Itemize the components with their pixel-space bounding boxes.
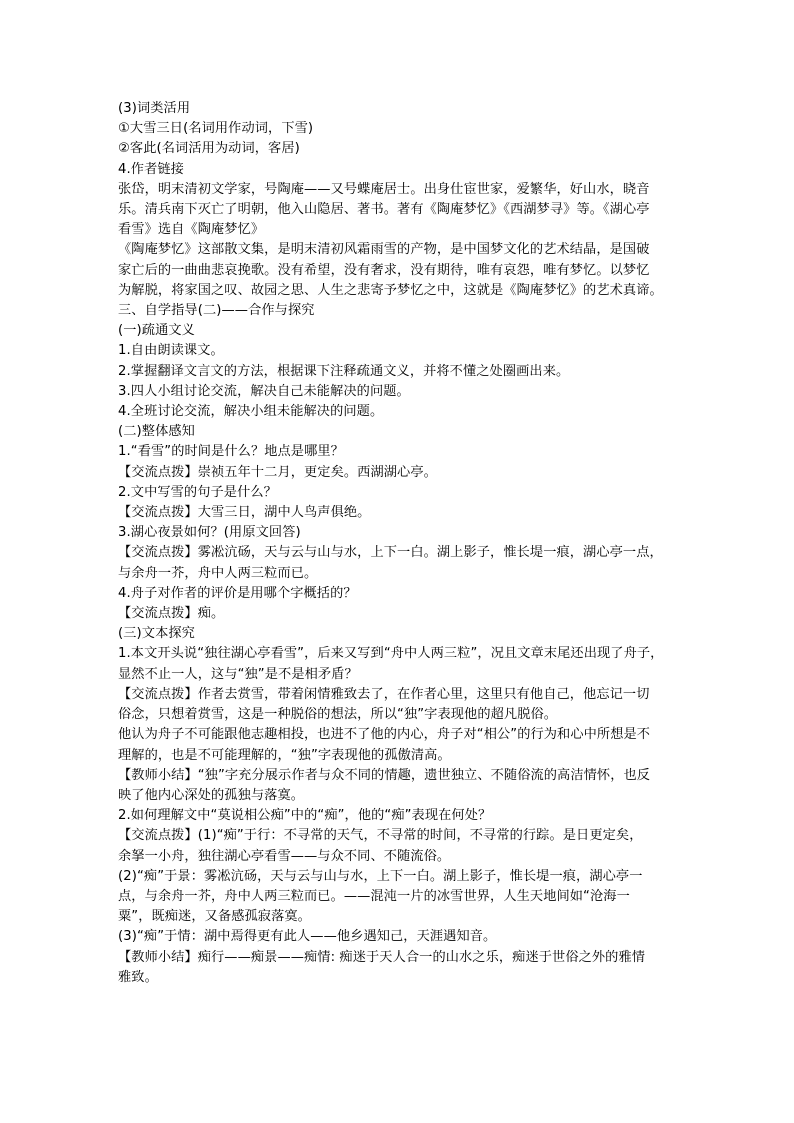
subsection-heading: (一)疏通文义 (118, 323, 195, 339)
answer-line: 与余舟一芥，舟中人两三粒而已。 (118, 565, 318, 581)
text-line: 乐。清兵南下灭亡了明朝，他入山隐居、著书。著有《陶庵梦忆》《西湖梦寻》等。《湖心亭 (118, 202, 650, 218)
text-line: ②客此(名词活用为动词，客居) (118, 141, 300, 157)
question-line: 2.文中写雪的句子是什么？ (118, 484, 277, 500)
answer-line: 俗念，只想着赏雪，这是一种脱俗的想法，所以“独”字表现他的超凡脱俗。 (118, 707, 558, 723)
text-line: 3.四人小组讨论交流，解决自己未能解决的问题。 (118, 383, 410, 399)
text-line: 1.自由朗读课文。 (118, 343, 224, 359)
answer-line: 他认为舟子不可能跟他志趣相投，也进不了他的内心，舟子对“相公”的行为和心中所想是不 (118, 727, 651, 743)
text-line: 《陶庵梦忆》这部散文集，是明末清初风霜雨雪的产物，是中国梦文化的艺术结晶，是国破 (118, 242, 650, 258)
answer-line: 【交流点拨】大雪三日，湖中人鸟声俱绝。 (118, 505, 371, 521)
answer-line: (2)“痴”于景：雾凇沆砀，天与云与山与水，上下一白。湖上影子，惟长堤一痕，湖心亭一 (118, 868, 643, 884)
answer-line: 【交流点拨】作者去赏雪，带着闲情雅致去了，在作者心里，这里只有他自己，他忘记一切 (118, 686, 650, 702)
answer-line: 【交流点拨】(1)“痴”于行：不寻常的天气，不寻常的时间，不寻常的行踪。是日更定矣， (118, 828, 643, 844)
question-line: 1.“看雪”的时间是什么？地点是哪里？ (118, 444, 344, 460)
subsection-heading: (二)整体感知 (118, 424, 195, 440)
question-line: 4.舟子对作者的评价是用哪个字概括的？ (118, 585, 357, 601)
answer-line: 粟”，既痴迷，又备感孤寂落寞。 (118, 909, 311, 925)
answer-line: 【交流点拨】痴。 (118, 606, 225, 622)
text-line: 4.全班讨论交流，解决小组未能解决的问题。 (118, 404, 384, 420)
summary-line: 【教师小结】“独”字充分展示作者与众不同的情趣，遗世独立、不随俗流的高洁情怀，也反 (118, 767, 651, 783)
answer-line: 【交流点拨】崇祯五年十二月，更定矣。西湖湖心亭。 (118, 464, 437, 480)
summary-line: 【教师小结】痴行——痴景——痴情: 痴迷于天人合一的山水之乐，痴迷于世俗之外的雅情 (118, 949, 646, 965)
text-line: 为解脱，将家国之叹、故园之思、人生之悲寄予梦忆之中，这就是《陶庵梦忆》的艺术真谛。 (118, 282, 663, 298)
answer-line: 理解的，也是不可能理解的，“独”字表现他的孤傲清高。 (118, 747, 451, 763)
answer-line: 【交流点拨】雾凇沆砀，天与云与山与水，上下一白。湖上影子，惟长堤一痕，湖心亭一点， (118, 545, 663, 561)
summary-line: 雅致。 (118, 969, 158, 985)
answer-line: (3)“痴”于情：湖中焉得更有此人——他乡遇知己，天涯遇知音。 (118, 929, 497, 945)
summary-line: 映了他内心深处的孤独与落寞。 (118, 787, 305, 803)
section-heading: 4.作者链接 (118, 161, 184, 177)
section-heading: 三、自学指导(二)——合作与探究 (118, 303, 315, 319)
question-line: 显然不止一人，这与“独”是不是相矛盾？ (118, 666, 358, 682)
answer-line: 点，与余舟一芥，舟中人两三粒而已。——混沌一片的冰雪世界，人生天地间如“沧海一 (118, 888, 630, 904)
text-line: 张岱，明末清初文学家，号陶庵——又号蝶庵居士。出身仕宦世家，爱繁华，好山水，晓音 (118, 181, 650, 197)
question-line: 2.如何理解文中“莫说相公痴”中的“痴”，他的“痴”表现在何处？ (118, 808, 492, 824)
text-line: 家亡后的一曲曲悲哀挽歌。没有希望，没有奢求，没有期待，唯有哀怨，唯有梦忆。以梦忆 (118, 262, 650, 278)
question-line: 1.本文开头说“独往湖心亭看雪”，后来又写到“舟中人两三粒”，况且文章末尾还出现了舟子， (118, 646, 664, 662)
question-line: 3.湖心夜景如何？(用原文回答) (118, 525, 301, 541)
text-line: (3)词类活用 (118, 101, 191, 116)
text-line: 看雪》选自《陶庵梦忆》 (118, 222, 265, 238)
text-line: 2.掌握翻译文言文的方法，根据课下注释疏通文义，并将不懂之处圈画出来。 (118, 363, 570, 379)
text-line: ①大雪三日(名词用作动词，下雪) (118, 121, 314, 137)
document-page (118, 99, 684, 988)
subsection-heading: (三)文本探究 (118, 626, 195, 642)
answer-line: 余拏一小舟，独往湖心亭看雪——与众不同、不随流俗。 (118, 848, 451, 864)
